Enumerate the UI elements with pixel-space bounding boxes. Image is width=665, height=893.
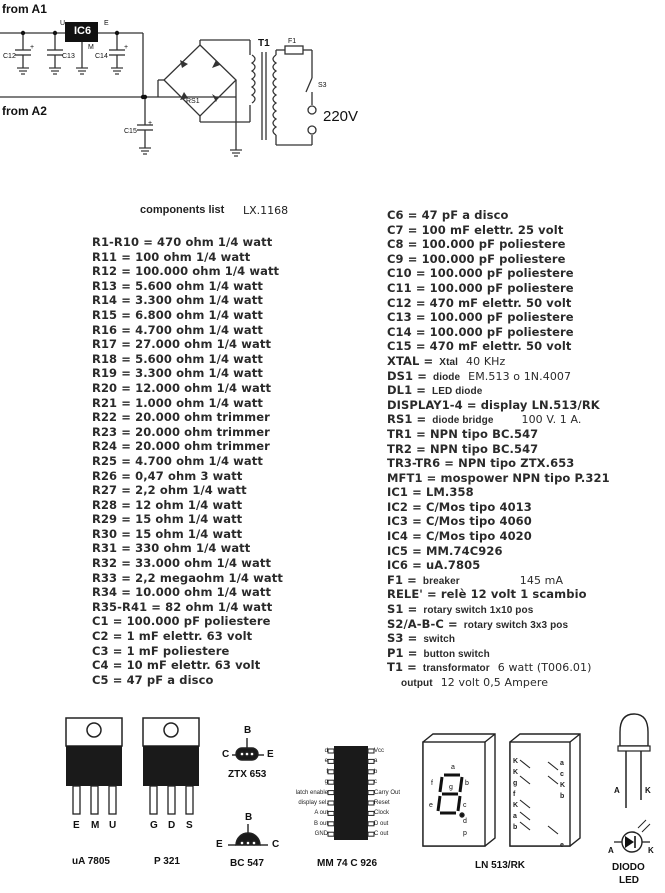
dip-pin-label: D out (374, 820, 389, 827)
dip-pin-label: c (374, 779, 377, 786)
component-entry: DS1 = (387, 368, 427, 383)
component-row: R20 = 12.000 ohm 1/4 watt (92, 380, 272, 395)
led-symbol-a: A (608, 846, 614, 855)
component-entry: IC5 = MM.74C926 (387, 543, 503, 558)
ln513-back-pin-label: a (560, 760, 564, 767)
component-entry: T1 = (387, 660, 417, 675)
component-row: R32 = 33.000 ohm 1/4 watt (92, 556, 272, 571)
ua7805-caption: uA 7805 (72, 856, 110, 867)
ln513-back-pin-label: c (560, 771, 564, 778)
ln513-back-pin-label: b (513, 824, 518, 831)
c12-label: C12 (3, 53, 16, 60)
led-caption-2: LED (619, 875, 639, 886)
component-row: R35-R41 = 82 ohm 1/4 watt (92, 599, 273, 614)
dip-pin (328, 749, 334, 753)
component-entry: C11 = 100.000 pF poliestere (387, 280, 574, 295)
dip-pin (328, 822, 334, 826)
component-note: LED diode (432, 386, 483, 398)
component-note: breaker (422, 575, 460, 587)
led-caption-1: DIODO (612, 862, 645, 873)
component-entry: RELE' = relè 12 volt 1 scambio (387, 587, 587, 602)
ln513-front-f: f (431, 780, 433, 787)
component-row: R28 = 12 ohm 1/4 watt (92, 497, 243, 512)
dip-pin-label: b (374, 768, 378, 775)
component-entry: S1 = (387, 602, 418, 617)
ln513-back-pin-label: K (513, 769, 519, 776)
mm74c926-left-pins (272, 746, 328, 840)
component-row: C4 = 10 mF elettr. 63 volt (92, 658, 261, 673)
component-entry: DISPLAY1-4 = display LN.513/RK (387, 397, 600, 412)
c12-plus: + (30, 44, 35, 51)
ztx653-package (232, 738, 264, 760)
components-list-title: components list (140, 204, 225, 216)
component-row: R27 = 2,2 ohm 1/4 watt (92, 483, 247, 498)
from-a1-label: from A1 (2, 2, 47, 16)
component-value: 100 V. 1 A. (521, 413, 582, 427)
dip-pin (328, 759, 334, 763)
ln513-front-d: d (463, 818, 467, 825)
component-entry: C8 = 100.000 pF poliestere (387, 237, 566, 252)
ln513-caption: LN 513/RK (475, 860, 526, 871)
component-entry: S2/A-B-C = (387, 616, 458, 631)
ln513-back-pin-label: g (513, 780, 518, 787)
t1-label: T1 (258, 38, 270, 49)
dip-pin-label: d (324, 748, 328, 754)
component-row: R22 = 20.000 ohm trimmer (92, 410, 270, 425)
ln513-back-pin-label: b (560, 793, 565, 800)
component-note: rotary switch 3x3 pos (463, 619, 569, 631)
component-entry: S3 = (387, 631, 418, 646)
c14-label: C14 (95, 53, 108, 60)
component-value: 6 watt (T006.01) (497, 661, 592, 675)
component-row: R21 = 1.000 ohm 1/4 watt (92, 395, 263, 410)
ua7805-pin-3: U (109, 820, 117, 831)
from-a2-label: from A2 (2, 104, 47, 118)
p321-pin-3: S (186, 820, 193, 831)
component-entry: F1 = (387, 572, 417, 587)
component-row: R34 = 10.000 ohm 1/4 watt (92, 585, 272, 600)
component-entry: C9 = 100.000 pF poliestere (387, 251, 566, 266)
led-symbol-k: K (648, 846, 654, 855)
led-pin-k: K (645, 786, 651, 795)
component-entry: IC4 = C/Mos tipo 4020 (387, 529, 532, 544)
component-entry: C10 = 100.000 pF poliestere (387, 266, 574, 281)
dip-pin (328, 832, 334, 836)
component-row: R11 = 100 ohm 1/4 watt (92, 249, 251, 264)
component-entry: C14 = 100.000 pF poliestere (387, 324, 574, 339)
mm74c926-caption: MM 74 C 926 (317, 858, 378, 869)
component-entry: C7 = 100 mF elettr. 25 volt (387, 222, 564, 237)
c14-plus: + (124, 44, 129, 51)
component-row: R13 = 5.600 ohm 1/4 watt (92, 278, 263, 293)
ln513-front-e: e (429, 802, 433, 809)
ln513-back-left-pins (513, 756, 518, 833)
ln513-back-pin-label: a (513, 813, 517, 820)
component-entry: RS1 = (387, 412, 427, 427)
s3-label: S3 (318, 82, 327, 89)
c13-label: C13 (62, 53, 75, 60)
component-row: R19 = 3.300 ohm 1/4 watt (92, 366, 263, 381)
ln513-front-b: b (465, 780, 469, 787)
component-row: C1 = 100.000 pF poliestere (92, 614, 271, 629)
bc547-package (228, 824, 268, 845)
dip-pin-label: latch enable (295, 789, 328, 796)
pin-e-label: E (104, 20, 109, 27)
mm74c926-package (328, 746, 374, 840)
component-entry: IC3 = C/Mos tipo 4060 (387, 514, 532, 529)
dip-pin-label: Clock (374, 810, 390, 817)
dip-pin (328, 801, 334, 805)
component-row: R26 = 0,47 ohm 3 watt (92, 468, 243, 483)
dip-pin-label: Reset (374, 799, 390, 806)
component-note: switch (423, 634, 456, 646)
dip-pin-label: e (324, 758, 328, 765)
component-row: R31 = 330 ohm 1/4 watt (92, 541, 251, 556)
dip-pin-label: B out (313, 820, 328, 827)
component-row: R15 = 6.800 ohm 1/4 watt (92, 307, 263, 322)
dip-pin (328, 791, 334, 795)
dip-pin-label: a (374, 758, 378, 765)
component-note: rotary switch 1x10 pos (423, 605, 534, 617)
component-note: button switch (423, 648, 490, 660)
bc547-pin-c: C (272, 839, 280, 850)
dip-pin-label: f (326, 768, 328, 775)
ln513-front-p: p (463, 830, 467, 837)
ic6-label: IC6 (74, 25, 92, 37)
rs1-label: RS1 (186, 98, 200, 105)
component-entry: P1 = (387, 645, 418, 660)
led-package (614, 714, 650, 852)
dip-pin-label: C out (374, 831, 389, 838)
components-list-code: LX.1168 (243, 204, 289, 217)
component-row: R30 = 15 ohm 1/4 watt (92, 526, 243, 541)
component-row: R12 = 100.000 ohm 1/4 watt (92, 264, 280, 279)
component-entry: C15 = 470 mF elettr. 50 volt (387, 339, 572, 354)
ua7805-package (66, 718, 122, 814)
component-row: R17 = 27.000 ohm 1/4 watt (92, 337, 272, 352)
ln513-front-a: a (451, 764, 455, 771)
ln513-back-pin-label: K (560, 782, 566, 789)
component-value: 12 volt 0,5 Ampere (440, 676, 549, 689)
ln513-front-c: c (463, 802, 467, 809)
component-value: 145 mA (519, 573, 564, 587)
component-entry: TR3-TR6 = NPN tipo ZTX.653 (387, 456, 575, 471)
bc547-caption: BC 547 (230, 858, 264, 869)
mm74c926-right-pins (374, 746, 424, 840)
ln513-back-right-pins (560, 758, 565, 840)
component-entry: TR2 = NPN tipo BC.547 (387, 441, 539, 456)
ln513-front-g: g (449, 784, 453, 791)
p321-caption: P 321 (154, 856, 180, 867)
component-entry: IC2 = C/Mos tipo 4013 (387, 499, 532, 514)
ztx653-caption: ZTX 653 (228, 769, 267, 780)
c15-plus: + (148, 120, 153, 127)
f1-label: F1 (288, 38, 297, 45)
ztx653-pin-b: B (244, 725, 252, 736)
dip-pin-label: Carry Out (374, 789, 401, 796)
component-entry: IC6 = uA.7805 (387, 558, 481, 573)
component-entry: C6 = 47 pF a disco (387, 208, 509, 222)
component-row: R14 = 3.300 ohm 1/4 watt (92, 293, 263, 308)
voltage-label: 220V (323, 108, 359, 125)
component-row: C2 = 1 mF elettr. 63 volt (92, 629, 253, 644)
component-row: R23 = 20.000 ohm trimmer (92, 424, 270, 439)
component-row: R29 = 15 ohm 1/4 watt (92, 512, 243, 527)
c15-label: C15 (124, 128, 137, 135)
dip-pin-label: Vcc (374, 748, 385, 754)
ln513-back-pin-label: f (513, 791, 516, 798)
dip-pin-label: A out (314, 810, 328, 817)
component-entry: DL1 = (387, 383, 427, 398)
component-row: C3 = 1 mF poliestere (92, 643, 230, 658)
p321-pin-2: D (168, 820, 176, 831)
bc547-pin-b: B (245, 812, 253, 823)
component-row: C5 = 47 pF a disco (92, 672, 214, 687)
component-value: EM.513 o 1N.4007 (468, 369, 572, 383)
ztx653-pin-c: C (222, 749, 230, 760)
ztx653-pin-e: E (267, 749, 274, 760)
dip-pin-label: display sel. (298, 799, 328, 806)
component-entry: IC1 = LM.358 (387, 485, 474, 500)
dip-pin (328, 770, 334, 774)
component-entry: C12 = 470 mF elettr. 50 volt (387, 295, 572, 310)
pin-u-label: U (60, 20, 66, 27)
component-value: 40 KHz (466, 354, 506, 368)
ua7805-pin-1: E (73, 820, 80, 831)
ln513-back-pin-label: K (513, 802, 519, 809)
component-row: R16 = 4.700 ohm 1/4 watt (92, 322, 263, 337)
component-row: R25 = 4.700 ohm 1/4 watt (92, 453, 263, 468)
dip-pin-label: GND (314, 831, 328, 838)
component-entry: C13 = 100.000 pF poliestere (387, 310, 574, 325)
component-row: R1-R10 = 470 ohm 1/4 watt (92, 235, 273, 249)
dip-pin (328, 811, 334, 815)
component-row: R24 = 20.000 ohm trimmer (92, 439, 270, 454)
component-row: R33 = 2,2 megaohm 1/4 watt (92, 570, 283, 585)
dip-pin-label: g (324, 779, 328, 786)
ln513-front (423, 734, 495, 846)
bc547-pin-e: E (216, 839, 223, 850)
pin-m-label: M (88, 44, 94, 51)
component-note: Xtal (439, 356, 459, 368)
component-entry: MFT1 = mospower NPN tipo P.321 (387, 470, 610, 485)
ln513-back-pin-label: K (513, 758, 519, 765)
dip-pin (328, 780, 334, 784)
component-row: R18 = 5.600 ohm 1/4 watt (92, 351, 263, 366)
p321-pin-1: G (150, 820, 158, 831)
component-note: transformator (422, 663, 490, 675)
component-note: diode bridge (432, 415, 494, 427)
component-note: diode (432, 371, 461, 383)
p321-package (143, 718, 199, 814)
component-entry: TR1 = NPN tipo BC.547 (387, 426, 539, 441)
ln513-back (510, 734, 580, 846)
led-pin-a: A (614, 786, 620, 795)
ua7805-pin-2: M (91, 820, 100, 831)
component-entry: XTAL = (387, 353, 434, 368)
component-note: output (401, 678, 433, 689)
